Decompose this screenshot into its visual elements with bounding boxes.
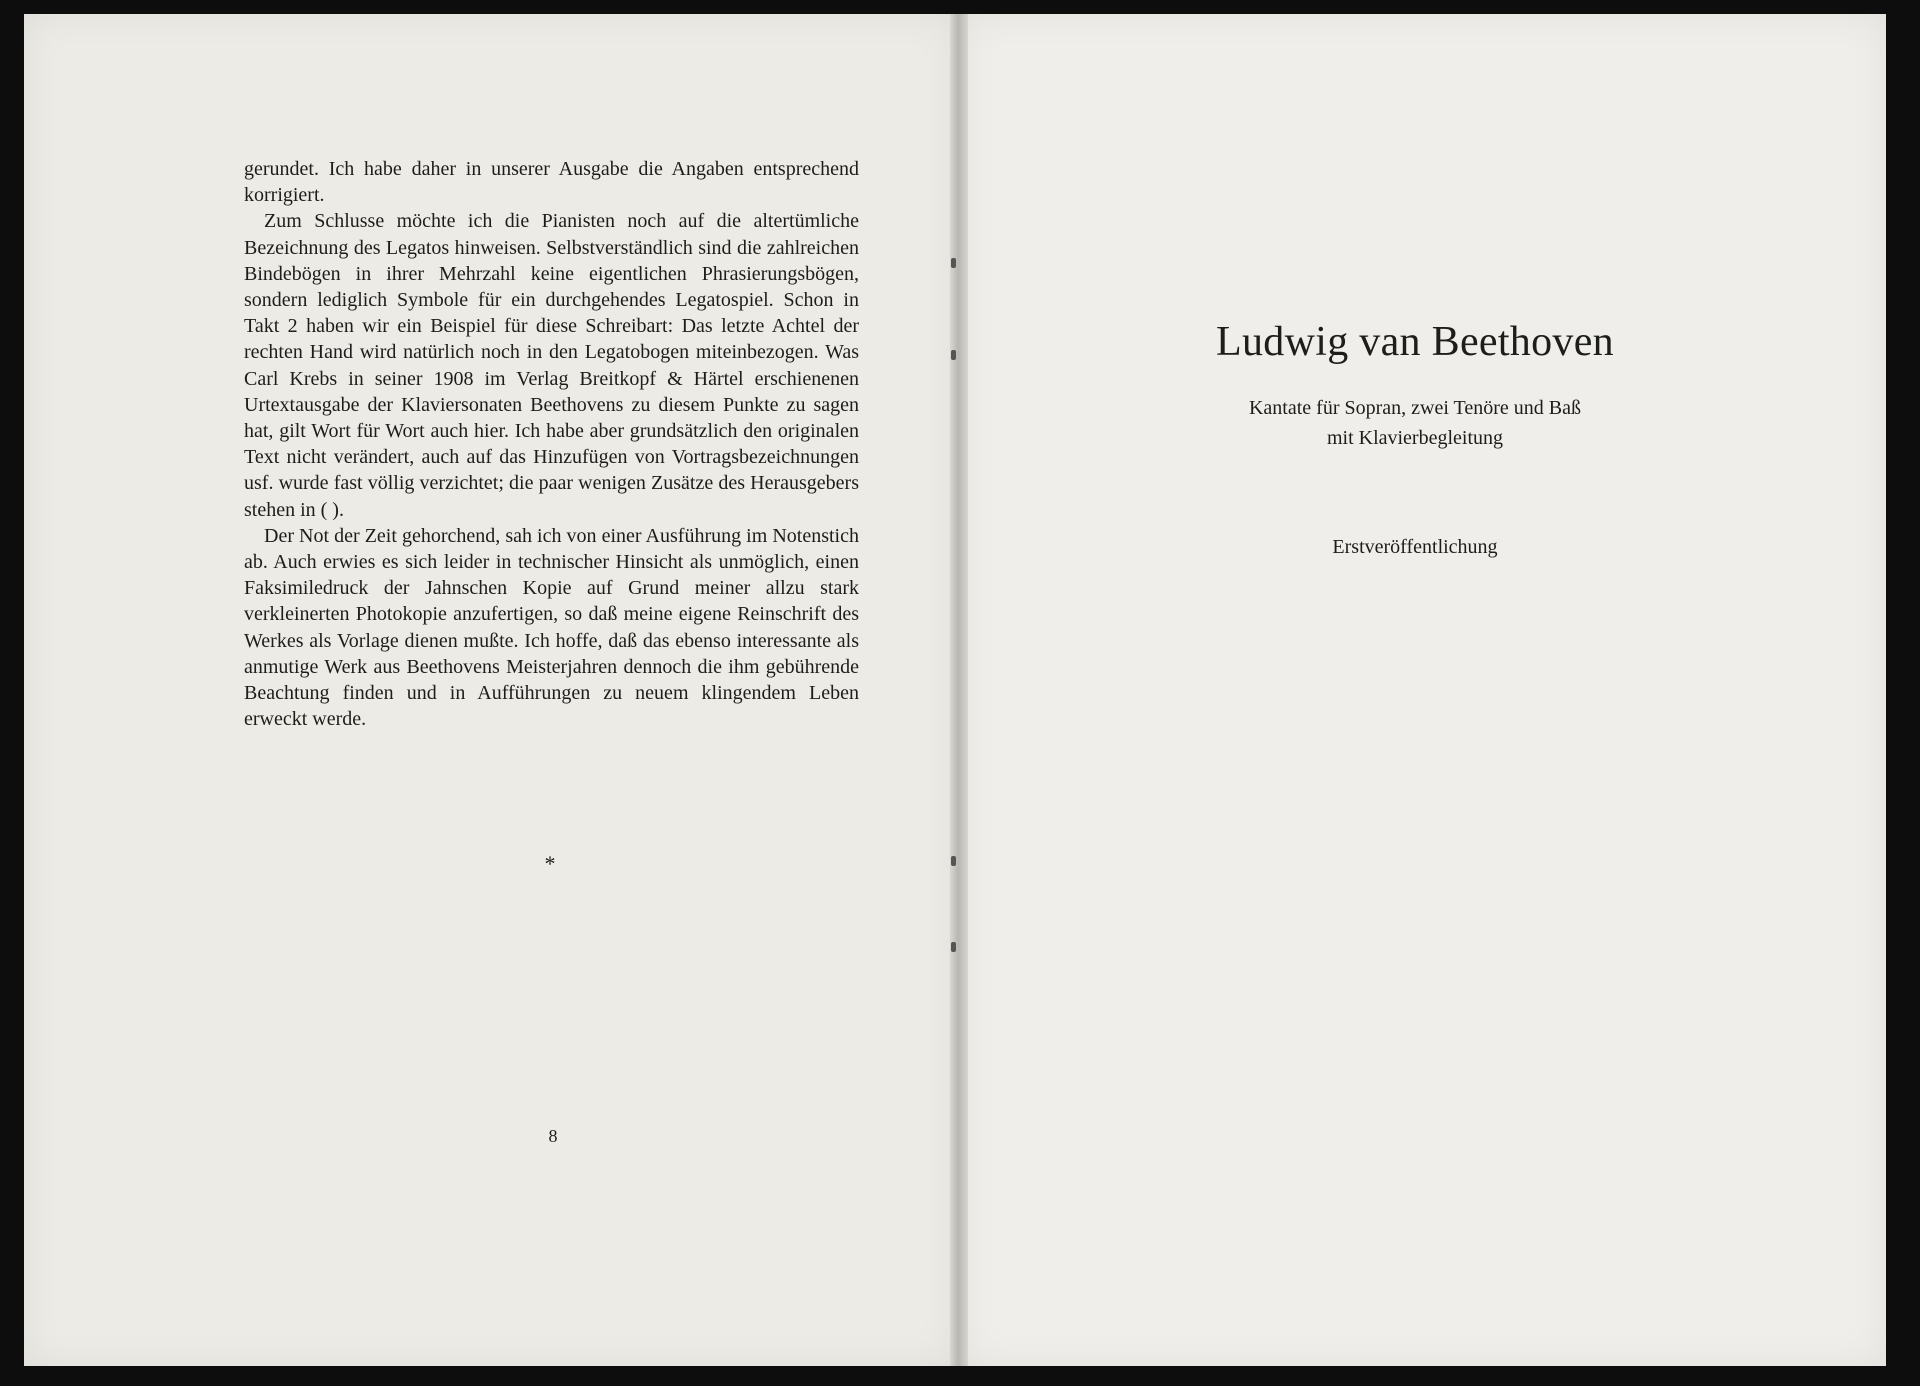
subtitle-line: mit Klavierbegleitung (1326, 427, 1504, 449)
body-text (244, 156, 859, 732)
paragraph: gerundet. Ich habe daher in unserer Ausgabe die Angaben entsprechend korrigiert. (244, 158, 859, 207)
subtitle (1150, 393, 1680, 453)
paragraph: Der Not der Zeit gehorchend, sah ich von einer Ausführung im Notenstich ab. Auch erwies es sich leider in technischer Hinsicht als unmöglich, einen Faksimiledruck der Jahnschen Kopie auf Grund meiner allzu stark verkleinerten Photokopie anzufertigen, so daß meine eigene Reinschrift des Werkes als Vorlage dienen mußte. Ich hoffe, daß das ebenso interessante als anmutige Werk aus Beethovens Meisterjahren dennoch die ihm gebührende Beachtung finden und in Aufführungen zu neuem klingendem Leben erweckt werde. (244, 524, 859, 731)
page-number: 8 (548, 1126, 558, 1146)
subtitle-line: Kantate für Sopran, zwei Tenöre und Baß (1248, 397, 1581, 419)
staple-mark (951, 258, 956, 268)
title: Ludwig van Beethoven (1216, 319, 1614, 365)
edition-note: Erstveröffentlichung (1332, 536, 1498, 558)
right-page (962, 14, 1886, 1366)
staple-mark (951, 942, 956, 952)
staple-mark (951, 350, 956, 360)
section-separator: * (544, 851, 556, 876)
book-gutter (950, 14, 968, 1366)
paragraph: Zum Schlusse möchte ich die Pianisten noch auf die altertümliche Bezeichnung des Legatos hinweisen. Selbstverständlich sind die zahlreichen Bindebögen in ihrer Mehrzahl keine eigentlichen Phrasierungsbögen, sondern lediglich Symbole für ein durchgehendes Legatospiel. Schon in Takt 2 haben wir ein Beispiel für diese Schreibart: Das letzte Achtel der rechten Hand wird natürlich noch in den Legatobogen miteinbezogen. Was Carl Krebs in seiner 1908 im Verlag Breitkopf & Härtel erschienenen Urtextausgabe der Klaviersonaten Beethovens zu diesem Punkte zu sagen hat, gilt Wort für Wort auch hier. Ich habe aber grundsätzlich den originalen Text nicht verändert, auch auf das Hinzufügen von Vortragsbezeichnungen usf. wurde fast völlig verzichtet; die paar wenigen Zusätze des Herausgebers stehen in ( ). (244, 210, 859, 521)
